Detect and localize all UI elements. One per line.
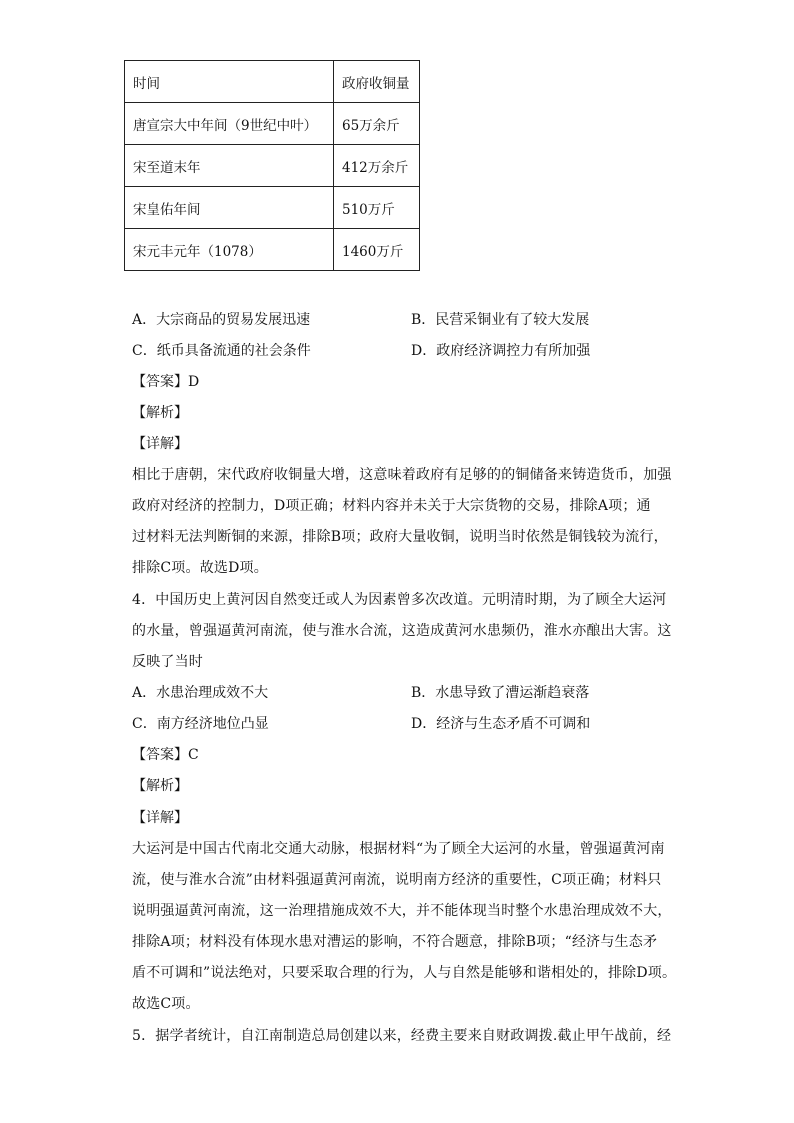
q3-explanation-line: 过材料无法判断铜的来源，排除B项；政府大量收铜，说明当时依然是铜钱较为流行， [132,529,668,545]
table-row [125,103,420,145]
q4-stem-line: 4．中国历史上黄河因自然变迁或人为因素曾多次改道。元明清时期，为了顾全大运河 [132,592,667,608]
q3-explanation-line: 排除C项。故选D项。 [132,560,268,576]
q4-stem-line: 的水量，曾强逼黄河南流，使与淮水合流，这造成黄河水患频仍，淮水亦酿出大害。这 [132,623,672,639]
q4-option-b: B．水患导致了漕运渐趋衰落 [411,685,590,701]
q4-explanation-line: 说明强逼黄河南流，这一治理措施成效不大，并不能体现当时整个水患治理成效不大， [132,903,672,919]
q3-explanation-line: 政府对经济的控制力，D项正确；材料内容并未关于大宗货物的交易，排除A项；通 [132,498,651,514]
q4-option-c: C．南方经济地位凸显 [132,716,269,732]
table-cell: 宋至道末年 [125,145,334,187]
table-cell: 唐宣宗大中年间（9世纪中叶） [125,103,334,145]
q4-explanation-line: 盾不可调和”说法绝对，只要采取合理的行为，人与自然是能够和谐相处的，排除D项。 [132,965,677,981]
table-cell: 宋皇佑年间 [125,187,334,229]
q3-analysis-label: 【解析】 [132,405,188,421]
q3-answer: 【答案】D [132,374,200,390]
q4-explanation-line: 故选C项。 [132,996,200,1012]
q5-stem-line: 5．据学者统计，自江南制造总局创建以来，经费主要来自财政调拨.截止甲午战前，经 [132,1028,672,1044]
q4-stem-line: 反映了当时 [132,654,203,670]
q4-answer: 【答案】C [132,747,199,763]
copper-table [124,60,420,271]
table-cell: 510万斤 [334,187,420,229]
table-row [125,187,420,229]
q3-detail-label: 【详解】 [132,436,188,452]
table-row [125,229,420,271]
q3-option-b: B．民营采铜业有了较大发展 [411,312,590,328]
q3-option-d: D．政府经济调控力有所加强 [411,343,591,359]
table-cell: 宋元丰元年（1078） [125,229,334,271]
q4-option-a: A．水患治理成效不大 [132,685,269,701]
q3-explanation-line: 相比于唐朝，宋代政府收铜量大增，这意味着政府有足够的的铜储备来铸造货币，加强 [132,467,672,483]
table-row [125,145,420,187]
table-header-row [125,61,420,103]
q4-detail-label: 【详解】 [132,810,188,826]
table-cell: 1460万斤 [334,229,420,271]
table-cell: 412万余斤 [334,145,420,187]
table-cell: 65万余斤 [334,103,420,145]
q3-option-a: A．大宗商品的贸易发展迅速 [132,312,311,328]
q4-option-d: D．经济与生态矛盾不可调和 [411,716,591,732]
q3-option-c: C．纸币具备流通的社会条件 [132,343,311,359]
q4-explanation-line: 大运河是中国古代南北交通大动脉，根据材料“为了顾全大运河的水量，曾强逼黄河南 [132,841,665,857]
q4-explanation-line: 排除A项；材料没有体现水患对漕运的影响，不符合题意，排除B项；“经济与生态矛 [132,934,658,950]
q4-explanation-line: 流，使与淮水合流”由材料强逼黄河南流，说明南方经济的重要性，C项正确；材料只 [132,872,662,888]
table-header-cell: 时间 [125,61,334,103]
table-header-cell: 政府收铜量 [334,61,420,103]
q4-analysis-label: 【解析】 [132,778,188,794]
